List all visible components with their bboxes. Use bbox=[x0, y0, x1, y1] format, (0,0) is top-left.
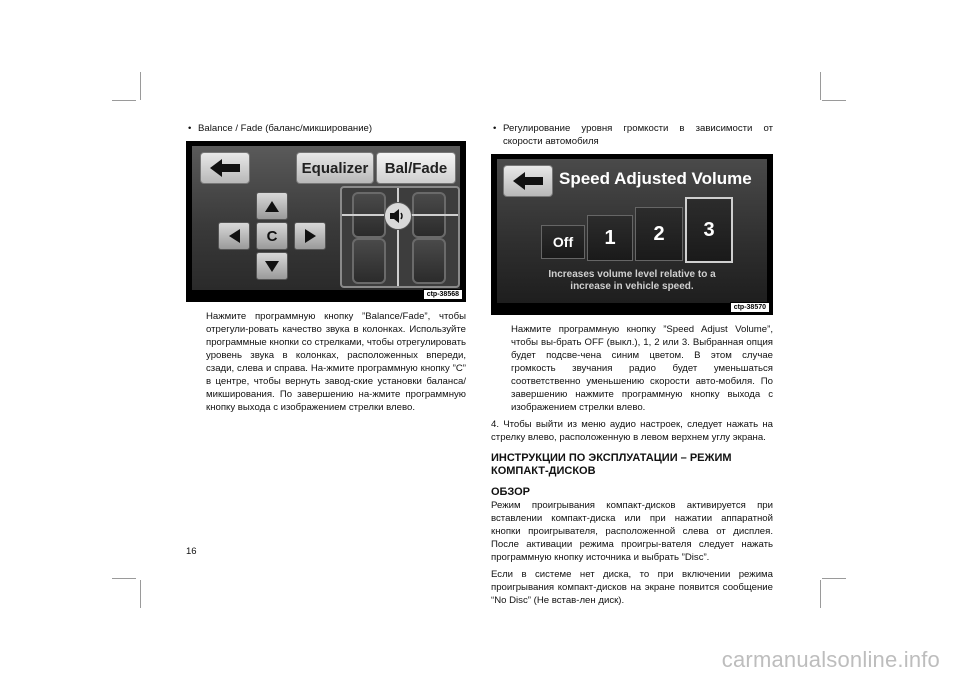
crop-mark bbox=[112, 100, 136, 101]
bullet-text: Регулирование уровня громкости в зависимости от скорости автомобиля bbox=[503, 123, 773, 147]
tab-bal-fade-label: Bal/Fade bbox=[384, 159, 448, 177]
left-arrow-icon bbox=[513, 172, 543, 190]
option-3-button[interactable] bbox=[685, 197, 733, 263]
left-arrow-icon bbox=[210, 159, 240, 177]
bullet-text: Balance / Fade (баланс/микширование) bbox=[198, 123, 373, 134]
option-2-button[interactable] bbox=[635, 207, 683, 261]
left-column bbox=[186, 122, 466, 414]
speaker-icon bbox=[384, 202, 412, 230]
center-button-label: C bbox=[266, 227, 278, 245]
rear-left-seat-icon bbox=[352, 238, 386, 284]
down-arrow-button[interactable] bbox=[256, 252, 288, 280]
page-number: 16 bbox=[186, 546, 197, 557]
option-1-label: 1 bbox=[604, 226, 616, 249]
bullet-dot: • bbox=[493, 123, 497, 134]
option-2-label: 2 bbox=[653, 222, 665, 245]
crop-mark bbox=[822, 100, 846, 101]
right-arrow-button[interactable] bbox=[294, 222, 326, 250]
tab-equalizer-label: Equalizer bbox=[301, 159, 369, 177]
overview-paragraph: Режим проигрывания компакт-дисков активируется при вставлении компакт-диска или при нажатии аппаратной кнопки проигрывателя, расположенной слева от дисплея. После активации режима проигры-вателя следует нажать программную кнопку источника и выбрать ”Disc”. bbox=[491, 500, 773, 563]
option-off-label: Off bbox=[552, 233, 574, 250]
rear-right-seat-icon bbox=[412, 238, 446, 284]
caption-line: increase in vehicle speed. bbox=[570, 281, 694, 292]
back-button[interactable] bbox=[200, 152, 250, 184]
figure-tag: ctp-38570 bbox=[730, 302, 770, 313]
up-arrow-button[interactable] bbox=[256, 192, 288, 220]
center-button[interactable] bbox=[256, 222, 288, 250]
crop-mark bbox=[112, 578, 136, 579]
tab-bal-fade[interactable] bbox=[376, 152, 456, 184]
screen-title: Speed Adjusted Volume bbox=[559, 169, 752, 188]
seat-balance-grid[interactable] bbox=[340, 186, 460, 288]
bullet-item bbox=[491, 122, 773, 148]
crop-mark bbox=[140, 72, 141, 100]
screen-display bbox=[192, 146, 460, 290]
speed-adjusted-volume-screenshot bbox=[491, 154, 773, 315]
left-arrow-button[interactable] bbox=[218, 222, 250, 250]
screen-caption bbox=[497, 269, 767, 293]
crop-mark bbox=[822, 578, 846, 579]
crop-mark bbox=[140, 580, 141, 608]
back-button[interactable] bbox=[503, 165, 553, 197]
figure-tag: ctp-38568 bbox=[423, 289, 463, 300]
caption-line: Increases volume level relative to a bbox=[548, 269, 716, 280]
option-1-button[interactable] bbox=[587, 215, 633, 261]
option-off-button[interactable] bbox=[541, 225, 585, 259]
watermark: carmanualsonline.info bbox=[721, 647, 940, 672]
triangle-down-icon bbox=[265, 261, 279, 272]
right-column bbox=[491, 122, 773, 607]
section-heading: ИНСТРУКЦИИ ПО ЭКСПЛУАТАЦИИ – РЕЖИМ КОМПАКТ-ДИСКОВ bbox=[491, 452, 732, 477]
triangle-right-icon bbox=[305, 229, 316, 243]
no-disc-paragraph: Если в системе нет диска, то при включении режима проигрывания компакт-дисков на экране появится сообщение “No Disc” (Не встав-лен диск). bbox=[491, 569, 773, 606]
triangle-up-icon bbox=[265, 201, 279, 212]
option-3-label: 3 bbox=[703, 218, 715, 241]
tab-equalizer[interactable] bbox=[296, 152, 374, 184]
bullet-item bbox=[186, 122, 466, 135]
triangle-left-icon bbox=[229, 229, 240, 243]
numbered-item-4: 4. Чтобы выйти из меню аудио настроек, следует нажать на стрелку влево, расположенную в левом верхнем углу экрана. bbox=[491, 419, 773, 443]
crop-mark bbox=[820, 580, 821, 608]
crop-mark bbox=[820, 72, 821, 100]
screen-display bbox=[497, 159, 767, 303]
balance-fade-description: Нажмите программную кнопку ”Balance/Fade”, чтобы отрегули-ровать качество звука в колонках. Используйте программные кнопки со стрелками, чтобы отрегулировать уровень звука в колонках, расположенных впереди, сзади, слева и справа. На-жмите программную кнопку ”C” в центре, чтобы вернуть завод-ские установки баланса/микширования. По завершению на-жмите программную кнопку выхода с изображением стрелки влево. bbox=[206, 311, 466, 413]
balance-fade-screenshot bbox=[186, 141, 466, 302]
bullet-dot: • bbox=[188, 123, 192, 134]
section-subheading: ОБЗОР bbox=[491, 486, 530, 498]
speed-adjust-description: Нажмите программную кнопку ”Speed Adjust Volume”, чтобы вы-брать OFF (выкл.), 1, 2 или 3. Выбранная опция будет подсве-чена синим цветом. В этом случае громкость звучания радио будет уменьшаться соответственно уменьшению скорости авто-мобиля. По завершению нажмите программную кнопку выхода с изображением стрелки влево. bbox=[511, 324, 773, 413]
